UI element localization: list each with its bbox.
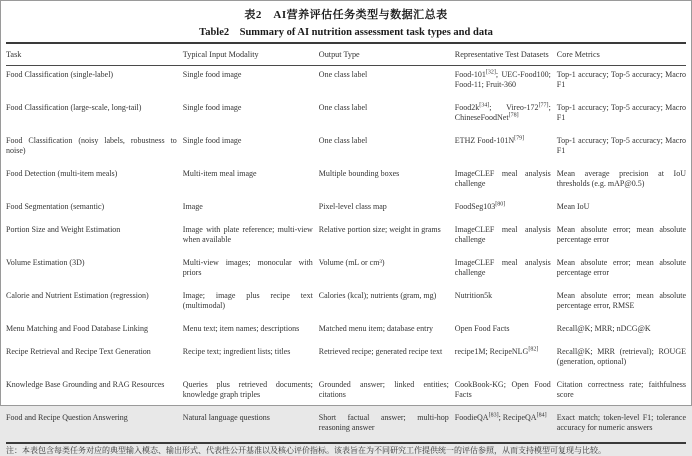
cell-input: Image; image plus recipe text (multimodal)	[182, 291, 313, 310]
summary-table	[6, 42, 686, 444]
table-header-row	[6, 43, 686, 66]
cell-metrics: Mean average precision at IoU thresholds (e.g. mAP@0.5)	[556, 169, 686, 188]
cell-output: Multiple bounding boxes	[318, 169, 400, 178]
cell-datasets: FoodSeg103[80]	[454, 201, 506, 211]
citation-superscript: [82]	[528, 346, 539, 353]
cell-metrics: Mean absolute error; mean absolute percentage error, RMSE	[556, 291, 686, 310]
cell-datasets: FoodieQA[83]; RecipeQA[84]	[454, 412, 547, 422]
table-row	[6, 254, 686, 287]
cell-output: Matched menu item; database entry	[318, 324, 433, 333]
citation-superscript: [83]	[488, 412, 499, 419]
cell-datasets: ImageCLEF meal analysis challenge	[454, 225, 551, 244]
cell-input: Multi-view images; monocular with priors	[182, 258, 313, 277]
cell-output: One class label	[318, 136, 368, 145]
column-header: Output Type	[319, 43, 455, 66]
cell-input: Image	[182, 202, 203, 211]
cell-datasets: CookBook-KG; Open Food Facts	[454, 380, 551, 399]
table-row	[6, 66, 686, 100]
cell-metrics: Recall@K; MRR (retrieval); ROUGE (generation, optional)	[556, 347, 686, 366]
table-note: 注：本表包含每类任务对应的典型输入模态、输出形式、代表性公开基准以及核心评价指标。该表旨在为不同研究工作提供统一的评估参照，从而支持模型可复现与比较。	[6, 446, 606, 455]
cell-datasets: ImageCLEF meal analysis challenge	[454, 258, 551, 277]
cell-output: Volume (mL or cm³)	[318, 258, 385, 267]
table-row	[6, 99, 686, 132]
cell-task: Portion Size and Weight Estimation	[6, 225, 121, 234]
cell-output: Pixel-level class map	[318, 202, 387, 211]
cell-datasets: ImageCLEF meal analysis challenge	[454, 169, 551, 188]
cell-output: Grounded answer; linked entities; citations	[318, 380, 449, 399]
column-header: Core Metrics	[557, 43, 686, 66]
column-header: Task	[6, 43, 183, 66]
cell-task: Food Classification (noisy labels, robustness to noise)	[6, 136, 177, 155]
table-row	[6, 287, 686, 320]
table-row	[6, 320, 686, 343]
citation-superscript: [80]	[495, 201, 506, 208]
cell-datasets: Open Food Facts	[454, 324, 510, 333]
cell-input: Single food image	[182, 136, 242, 145]
cell-metrics: Top-1 accuracy; Top-5 accuracy; Macro F1	[556, 70, 686, 89]
citation-superscript: [78]	[508, 112, 519, 119]
citation-superscript: [79]	[514, 135, 525, 142]
cell-input: Single food image	[182, 103, 242, 112]
cell-input: Menu text; item names; descriptions	[182, 324, 300, 333]
cell-task: Calorie and Nutrient Estimation (regression)	[6, 291, 149, 300]
cell-task: Food Segmentation (semantic)	[6, 202, 105, 211]
cell-datasets: Food2k[34]; Vireo-172[77]; ChineseFoodNet[78]	[454, 102, 551, 122]
cell-task: Food Classification (single-label)	[6, 70, 114, 79]
cell-metrics: Citation correctness rate; faithfulness score	[556, 380, 686, 399]
cell-input: Single food image	[182, 70, 242, 79]
citation-superscript: [34]	[479, 102, 490, 109]
cell-datasets: Nutrition5k	[454, 291, 493, 300]
table-row	[6, 198, 686, 221]
cell-output: One class label	[318, 70, 368, 79]
cell-task: Recipe Retrieval and Recipe Text Generation	[6, 347, 151, 356]
table-row	[6, 376, 686, 409]
cell-output: Short factual answer; multi-hop reasoning answer	[318, 413, 449, 432]
cell-datasets: recipe1M; RecipeNLG[82]	[454, 346, 539, 356]
cell-output: Relative portion size; weight in grams	[318, 225, 441, 234]
table-body	[6, 66, 686, 444]
table-row	[6, 165, 686, 198]
citation-superscript: [32]	[485, 69, 496, 76]
cell-input: Recipe text; ingredient lists; titles	[182, 347, 291, 356]
citation-superscript: [77]	[538, 102, 549, 109]
cell-input: Queries plus retrieved documents; knowledge graph triples	[182, 380, 313, 399]
cell-input: Natural language questions	[182, 413, 270, 422]
cell-task: Food Classification (large-scale, long-tail)	[6, 103, 142, 112]
cell-output: One class label	[318, 103, 368, 112]
table-row	[6, 343, 686, 376]
cell-datasets: ETHZ Food-101N[79]	[454, 135, 525, 145]
cell-task: Volume Estimation (3D)	[6, 258, 85, 267]
cell-metrics: Top-1 accuracy; Top-5 accuracy; Macro F1	[556, 103, 686, 122]
cell-input: Multi-item meal image	[182, 169, 257, 178]
column-header: Representative Test Datasets	[455, 43, 557, 66]
table-row	[6, 221, 686, 254]
table-caption-zh: 表2 AI营养评估任务类型与数据汇总表	[244, 9, 448, 21]
cell-metrics: Mean absolute error; mean absolute percentage error	[556, 225, 686, 244]
cell-datasets: Food-101[32]; UEC-Food100; Food-11; Fruit-360	[454, 69, 551, 89]
cell-task: Food Detection (multi-item meals)	[6, 169, 118, 178]
table-row	[6, 409, 686, 443]
cell-metrics: Exact match; token-level F1; tolerance accuracy for numeric answers	[556, 413, 686, 432]
citation-superscript: [84]	[536, 412, 547, 419]
cell-output: Retrieved recipe; generated recipe text	[318, 347, 443, 356]
cell-task: Knowledge Base Grounding and RAG Resources	[6, 380, 165, 389]
table-caption-en: Table2 Summary of AI nutrition assessment task types and data	[199, 27, 493, 38]
cell-task: Menu Matching and Food Database Linking	[6, 324, 148, 333]
cell-metrics: Mean absolute error; mean absolute percentage error	[556, 258, 686, 277]
cell-metrics: Mean IoU	[556, 202, 590, 211]
cell-output: Calories (kcal); nutrients (gram, mg)	[318, 291, 437, 300]
cell-metrics: Recall@K; MRR; nDCG@K	[556, 324, 651, 333]
table-row	[6, 132, 686, 165]
cell-task: Food and Recipe Question Answering	[6, 413, 128, 422]
cell-metrics: Top-1 accuracy; Top-5 accuracy; Macro F1	[556, 136, 686, 155]
column-header: Typical Input Modality	[183, 43, 319, 66]
cell-input: Image with plate reference; multi-view when available	[182, 225, 313, 244]
